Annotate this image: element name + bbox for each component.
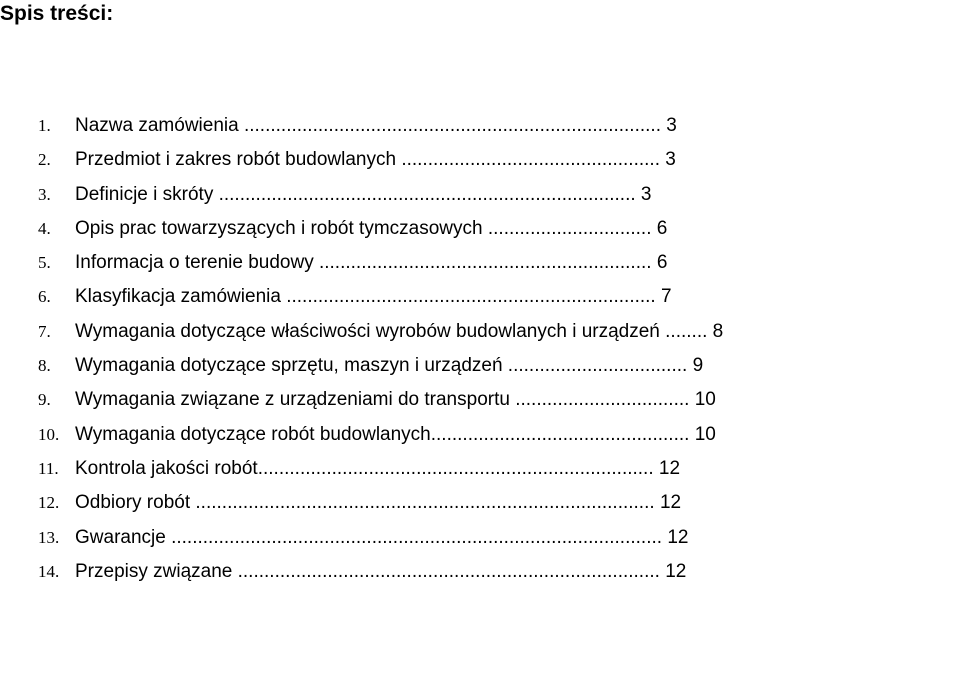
toc-item-text [75,521,688,555]
toc-item [38,383,960,417]
toc-item-page: 12 [665,560,687,582]
toc-item-text [75,178,651,212]
toc-item-title: Przedmiot i zakres robót budowlanych ................................................. [75,149,660,171]
toc-item-text [75,349,703,383]
toc-item-page: 10 [694,423,716,445]
toc-item [38,109,960,143]
toc-item-title: Opis prac towarzyszących i robót tymczasowych ............................... [75,217,652,239]
toc-item-text [75,383,716,417]
toc-item-number: 11. [38,458,59,478]
toc-item-title: Kontrola jakości robót........................................................................... [75,457,654,479]
toc-item-text [75,452,680,486]
toc-item-page: 6 [656,217,668,239]
toc-item-number: 9. [38,390,51,410]
toc-item-page: 3 [665,149,676,171]
toc-item [38,452,960,486]
toc-item [38,280,960,314]
toc-item-title: Przepisy związane ................................................................................ [75,560,660,582]
toc-item-number: 12. [38,493,60,513]
toc-item-title: Klasyfikacja zamówienia ...................................................................... [75,286,656,308]
toc-item [38,178,960,212]
toc-item-page: 3 [666,115,677,136]
toc-item-title: Gwarancje ............................................................................................. [75,526,663,548]
toc-item-title: Wymagania dotyczące robót budowlanych................................................. [75,423,690,445]
toc-item-number: 8. [38,356,51,376]
toc-item [38,143,960,177]
toc-item-number: 5. [38,253,51,273]
toc-item-page: 3 [640,183,652,205]
toc-item-text [75,418,716,452]
toc-item-text [75,315,723,349]
toc-item-number: 7. [38,321,51,341]
toc-item-page: 7 [661,286,672,308]
toc-item [38,246,960,280]
toc-item-number: 10. [38,424,60,444]
toc-item-text [75,280,672,314]
toc-item [38,212,960,246]
page-title: Spis treści: [0,2,114,25]
toc-item-page: 12 [659,492,682,514]
toc-item-title: Wymagania dotyczące sprzętu, maszyn i urządzeń .................................. [75,355,688,377]
toc-item-page: 8 [712,320,724,342]
toc-item-text [75,109,677,143]
toc-item-number: 4. [38,218,51,238]
toc-item-title: Wymagania dotyczące właściwości wyrobów budowlanych i urządzeń ........ [75,320,708,342]
toc-item [38,418,960,452]
toc-item-title: Nazwa zamówienia ............................................................................... [75,115,661,136]
toc-item-number: 6. [38,287,51,307]
table-of-contents [38,109,960,589]
toc-item-page: 12 [667,526,689,548]
toc-item-number: 3. [38,184,51,204]
toc-item-number: 14. [38,561,60,581]
toc-item-page: 9 [692,355,704,377]
toc-item-number: 2. [38,150,51,170]
toc-item-number: 13. [38,527,60,547]
toc-item [38,349,960,383]
toc-item-number: 1. [38,116,51,135]
toc-item-page: 12 [658,457,681,479]
toc-item-title: Definicje i skróty ............................................................................... [75,183,636,205]
toc-item-text [75,555,686,589]
toc-item-page: 6 [656,252,668,274]
toc-item [38,315,960,349]
toc-item-text [75,212,667,246]
toc-item-text [75,486,681,520]
toc-item-title: Wymagania związane z urządzeniami do transportu ................................. [75,389,690,411]
toc-item-text [75,246,667,280]
toc-item-page: 10 [694,389,716,411]
toc-item-title: Informacja o terenie budowy ............................................................... [75,252,652,274]
toc-item [38,521,960,555]
toc-item-title: Odbiory robót ....................................................................................... [75,492,655,514]
toc-item [38,555,960,589]
toc-item [38,486,960,520]
toc-item-text [75,143,676,177]
